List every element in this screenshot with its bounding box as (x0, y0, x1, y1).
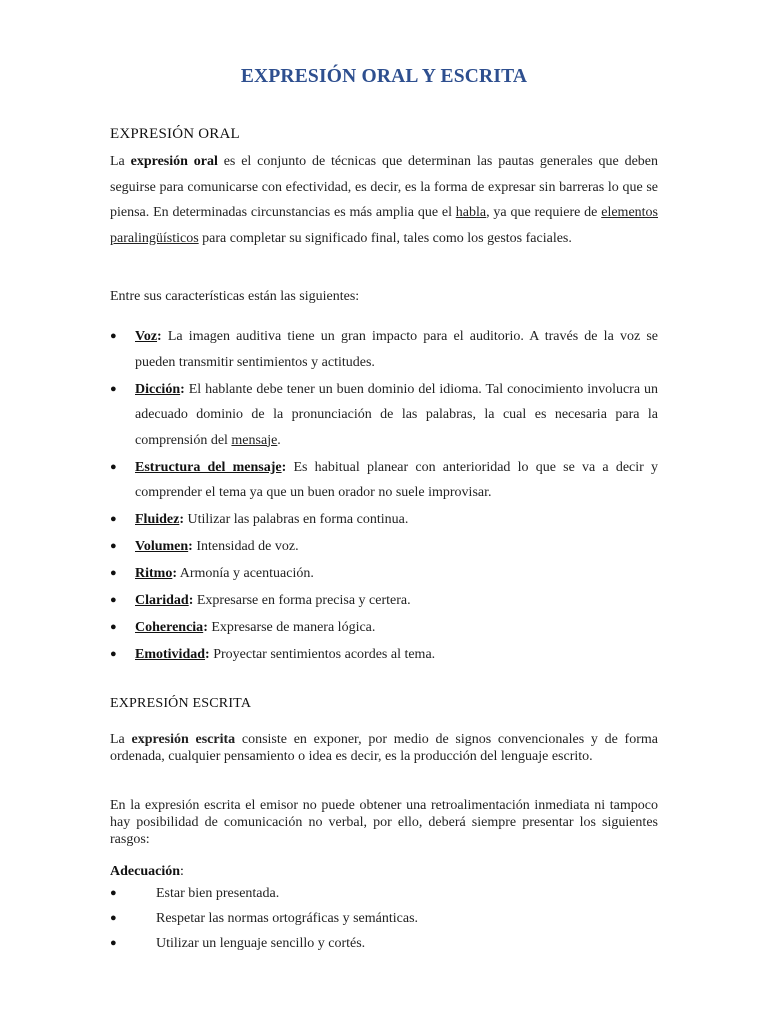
list-item-colon: : (281, 459, 287, 475)
oral-intro-text-1: La (110, 154, 131, 169)
bullet-icon: ● (110, 382, 117, 395)
bullet-icon: ● (110, 567, 117, 579)
characteristics-intro: Entre sus características están las siguientes: (110, 289, 360, 304)
list-item-voz (110, 324, 658, 375)
bullet-icon: ● (110, 937, 117, 949)
list-item-term: Ritmo (135, 566, 173, 581)
mensaje-link[interactable]: mensaje (231, 432, 278, 448)
adecuacion-item (110, 931, 658, 956)
list-item-term: Voz (135, 329, 158, 344)
written-p1-text-2: consiste en exponer, por medio de signos convencionales y de forma ordenada, cualquier pensamiento o idea es decir, es la producción del lenguaje escrito. (110, 732, 658, 764)
list-item-colon: : (179, 512, 185, 527)
paralinguistic-elements-link[interactable]: elementos paralingüísticos (110, 205, 658, 246)
bullet-icon: ● (110, 594, 117, 606)
oral-intro-text-2: es el conjunto de técnicas que determinan las pautas generales que deben seguirse para comunicarse con efectividad, es decir, es la forma de expresar sin barreras lo que se piensa. En determinadas circunstancias es más amplia que el (110, 154, 659, 220)
habla-link[interactable]: habla (455, 205, 487, 220)
oral-intro-text-3: , ya que requiere de (486, 205, 602, 220)
list-item-text: La imagen auditiva tiene un gran impacto para el auditorio. A través de la voz se pueden transmitir sentimientos y actitudes. (135, 329, 658, 370)
list-item-colon: : (205, 647, 210, 662)
bullet-icon: ● (110, 330, 117, 342)
list-item-term: Volumen (135, 539, 189, 554)
adecuacion-item (110, 906, 658, 931)
list-item-colon: : (203, 620, 208, 635)
oral-intro-paragraph (110, 149, 658, 251)
list-item-claridad (110, 588, 658, 614)
adecuacion-list (110, 881, 658, 956)
list-item-text: Expresarse de manera lógica. (207, 620, 376, 635)
bullet-icon: ● (110, 540, 117, 552)
bullet-icon: ● (110, 648, 117, 660)
oral-section-heading: EXPRESIÓN ORAL (110, 126, 240, 142)
list-item-ritmo (110, 561, 658, 587)
bullet-icon: ● (110, 887, 117, 899)
bullet-icon: ● (110, 460, 117, 473)
list-item-term: Dicción (135, 381, 181, 397)
list-item-text: Armonía y acentuación. (177, 566, 314, 581)
document-title: EXPRESIÓN ORAL Y ESCRITA (240, 66, 528, 87)
characteristics-list (110, 324, 658, 669)
adecuacion-item-text: Estar bien presentada. (156, 886, 280, 901)
adecuacion-colon: : (180, 864, 184, 879)
oral-intro-bold-term: expresión oral (130, 154, 218, 169)
list-item-estructura (110, 455, 658, 506)
adecuacion-item (110, 881, 658, 906)
list-item-text: Intensidad de voz. (192, 539, 299, 554)
list-item-term: Coherencia (135, 620, 204, 635)
list-item-text: El hablante debe tener un buen dominio del idioma. Tal conocimiento involucra un adecuado dominio de la pronunciación de las palabras, la cual es necesaria para la comprensión del (135, 381, 658, 448)
list-item-colon: : (172, 566, 177, 581)
list-item-colon: : (180, 381, 185, 397)
list-item-text: Es habitual planear con anterioridad lo que se va a decir y comprender el tema ya que un buen orador no suele improvisar. (135, 459, 659, 500)
list-item-term: Emotividad (135, 647, 206, 662)
list-item-emotividad (110, 642, 658, 668)
list-item-term: Estructura del mensaje (135, 459, 282, 475)
list-item-volumen (110, 534, 658, 560)
list-item-text: Proyectar sentimientos acordes al tema. (209, 647, 436, 662)
written-p1-bold-term: expresión escrita (131, 732, 236, 747)
oral-intro-text-4: para completar su significado final, tales como los gestos faciales. (198, 230, 572, 246)
list-item-colon: : (157, 329, 162, 344)
written-paragraph-1 (110, 731, 658, 765)
list-item-coherencia (110, 615, 658, 641)
list-item-tail: . (277, 432, 281, 448)
adecuacion-item-text: Respetar las normas ortográficas y semánticas. (156, 911, 419, 926)
bullet-icon: ● (110, 621, 117, 633)
written-p1-text-1: La (110, 732, 132, 747)
bullet-icon: ● (110, 912, 117, 924)
list-item-term: Fluidez (135, 512, 180, 527)
adecuacion-label: Adecuación (110, 864, 180, 879)
list-item-text: Utilizar las palabras en forma continua. (184, 512, 409, 527)
adecuacion-heading (110, 864, 184, 880)
list-item-colon: : (188, 539, 193, 554)
list-item-fluidez (110, 507, 658, 533)
list-item-term: Claridad (135, 593, 189, 608)
list-item-diccion (110, 377, 658, 454)
bullet-icon: ● (110, 513, 117, 525)
adecuacion-item-text: Utilizar un lenguaje sencillo y cortés. (156, 936, 366, 951)
list-item-text: Expresarse en forma precisa y certera. (193, 593, 411, 608)
written-section-heading: EXPRESIÓN ESCRITA (110, 696, 252, 711)
list-item-colon: : (188, 593, 194, 608)
written-paragraph-2: En la expresión escrita el emisor no puede obtener una retroalimentación inmediata ni tampoco hay posibilidad de comunicación no verbal, por ello, deberá siempre presentar los siguientes rasgos: (110, 798, 658, 847)
